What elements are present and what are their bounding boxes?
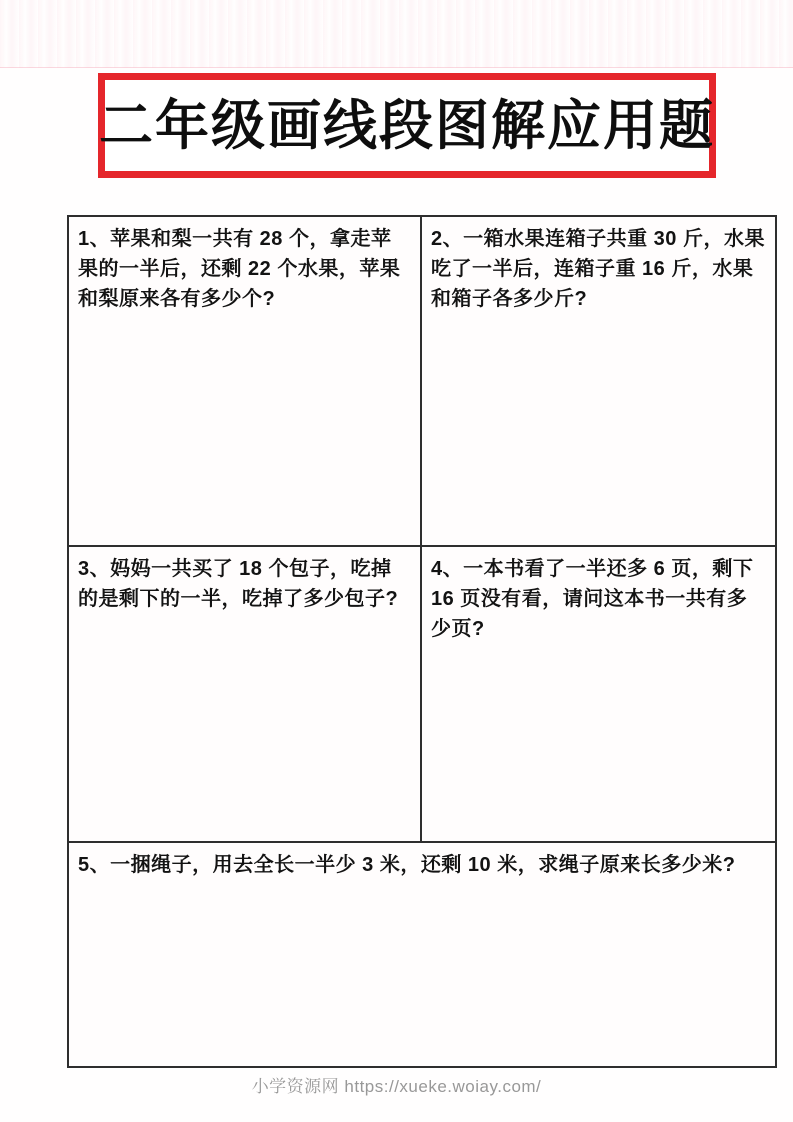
footer-credit: 小学资源网 https://xueke.woiay.com/ (251, 1077, 542, 1096)
title-box (98, 73, 716, 178)
scan-artifact-band (0, 0, 793, 68)
problem-cell-4: 4、一本书看了一半还多 6 页，剩下 16 页没有看，请问这本书一共有多少页? (422, 547, 775, 843)
problem-cell-5: 5、一捆绳子，用去全长一半少 3 米，还剩 10 米，求绳子原来长多少米? (78, 854, 736, 876)
page-title: 二年级画线段图解应用题 (99, 95, 715, 156)
problems-table (67, 215, 777, 1068)
problem-cell-1: 1、苹果和梨一共有 28 个，拿走苹果的一半后，还剩 22 个水果，苹果和梨原来各有多少个? (69, 217, 422, 547)
problem-cell-3: 3、妈妈一共买了 18 个包子，吃掉的是剩下的一半，吃掉了多少包子? (69, 547, 422, 843)
problem-cell-2: 2、一箱水果连箱子共重 30 斤，水果吃了一半后，连箱子重 16 斤，水果和箱子各多少斤? (422, 217, 775, 547)
